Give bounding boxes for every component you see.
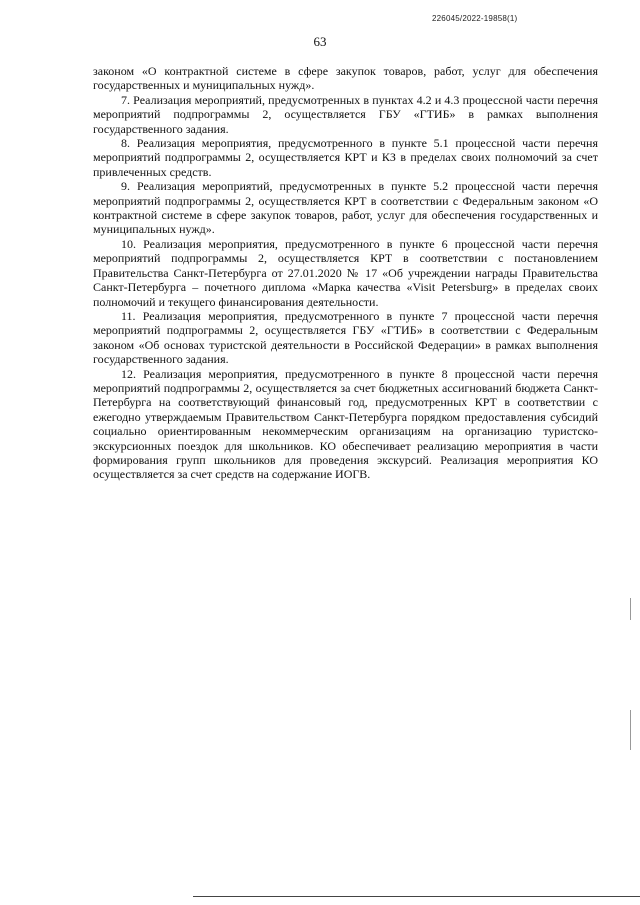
paragraph-7: 7. Реализация мероприятий, предусмотренных в пунктах 4.2 и 4.3 процессной части перечня мероприятий подпрограммы 2, осуществляется ГБУ «ГТИБ» в рамках выполнения государственного задания. bbox=[93, 92, 598, 136]
document-id: 226045/2022-19858(1) bbox=[432, 14, 518, 23]
bottom-scan-line bbox=[193, 896, 640, 897]
margin-scan-mark bbox=[630, 598, 631, 620]
page-number: 63 bbox=[313, 34, 327, 49]
document-body bbox=[93, 64, 598, 482]
paragraph-10: 10. Реализация мероприятия, предусмотренного в пункте 6 процессной части перечня мероприятий подпрограммы 2, осуществляется КРТ в соответствии с постановлением Правительства Санкт-Петербурга от 27.01.2020 № 17 «Об учреждении награды Правительства Санкт-Петербурга – почетного диплома «Марка качества «Visit Petersburg» в пределах своих полномочий и текущего финансирования деятельности. bbox=[93, 236, 598, 309]
paragraph-11: 11. Реализация мероприятия, предусмотренного в пункте 7 процессной части перечня мероприятий подпрограммы 2, осуществляется ГБУ «ГТИБ» в соответствии с Федеральным законом «Об основах туристской деятельности в Российской Федерации» в рамках выполнения государственного задания. bbox=[93, 308, 598, 367]
paragraph-9: 9. Реализация мероприятий, предусмотренных в пункте 5.2 процессной части перечня мероприятий подпрограммы 2, осуществляется КРТ в соответствии с Федеральным законом «О контрактной системе в сфере закупок товаров, работ, услуг для обеспечения государственных и муниципальных нужд». bbox=[93, 179, 598, 237]
paragraph-continuation: законом «О контрактной системе в сфере закупок товаров, работ, услуг для обеспечения государственных и муниципальных нужд». bbox=[93, 64, 598, 93]
margin-scan-mark bbox=[630, 710, 631, 750]
paragraph-12: 12. Реализация мероприятия, предусмотренного в пункте 8 процессной части перечня мероприятий подпрограммы 2, осуществляется за счет бюджетных ассигнований бюджета Санкт-Петербурга на соответствующий финансовый год, предусмотренных КРТ в соответствии с ежегодно утверждаемым Правительством Санкт-Петербурга порядком предоставления субсидий социально ориентированным некоммерческим организациям на организацию туристско-экскурсионных поездок для школьников. КО обеспечивает реализацию мероприятия в части формирования групп школьников для проведения экскурсий. Реализация мероприятия КО осуществляется за счет средств на содержание ИОГВ. bbox=[93, 366, 598, 482]
paragraph-8: 8. Реализация мероприятия, предусмотренного в пункте 5.1 процессной части перечня мероприятий подпрограммы 2, осуществляется КРТ и КЗ в пределах своих полномочий за счет привлеченных средств. bbox=[93, 136, 598, 179]
